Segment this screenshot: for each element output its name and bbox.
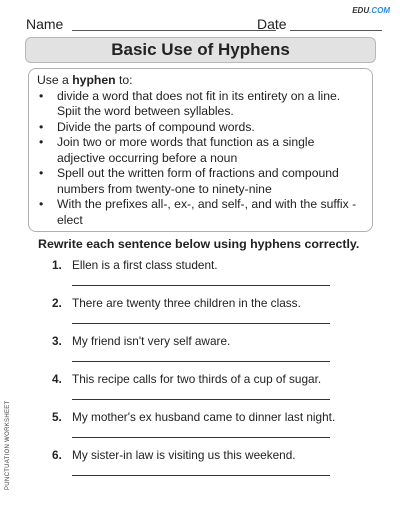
rule-item: • Spell out the written form of fractions and compound numbers from twenty-one to ninety-nine (39, 166, 339, 196)
intro-prefix: Use a (37, 73, 73, 87)
rules-box (28, 68, 373, 232)
rules-intro (37, 73, 364, 89)
question-text: My mother's ex husband came to dinner last night. (72, 410, 336, 424)
question-text: There are twenty three children in the class. (72, 296, 301, 310)
answer-line[interactable] (72, 475, 330, 476)
page-title: Basic Use of Hyphens (111, 40, 290, 59)
brand-logo (352, 6, 390, 15)
date-label: Date (257, 16, 287, 32)
question-text: Ellen is a first class student. (72, 258, 218, 272)
bullet-icon: • (39, 197, 44, 211)
question-text: My sister-in law is visiting us this weekend. (72, 448, 296, 462)
answer-line[interactable] (72, 361, 330, 362)
brand-main: EDU (352, 6, 370, 15)
rule-item: • Join two or more words that function as a single adjective occurring before a noun (39, 135, 315, 165)
date-write-line[interactable] (290, 30, 382, 31)
instructions: Rewrite each sentence below using hyphens correctly. (38, 237, 360, 251)
question-item (52, 410, 352, 448)
questions-list (52, 258, 352, 486)
rules-list (37, 89, 364, 229)
bullet-icon: • (39, 88, 44, 103)
answer-line[interactable] (72, 399, 330, 400)
answer-line[interactable] (72, 437, 330, 438)
bullet-icon: • (39, 166, 44, 180)
question-text: My friend isn't very self aware. (72, 334, 231, 348)
side-label: PUNCTUATION WORKSHEET (5, 400, 11, 490)
rule-item: • divide a word that does not fit in its entirety on a line. Spiit the word between syllables. (39, 88, 341, 118)
question-item (52, 372, 352, 410)
name-label: Name (26, 16, 64, 32)
answer-line[interactable] (72, 323, 330, 324)
brand-suffix: .COM (369, 6, 390, 15)
question-item (52, 334, 352, 372)
question-item (52, 258, 352, 296)
bullet-icon: • (39, 119, 44, 134)
answer-line[interactable] (72, 285, 330, 286)
question-item (52, 448, 352, 486)
rule-item: • Divide the parts of compound words. (39, 119, 255, 134)
question-number: 4. (52, 372, 62, 386)
question-item (52, 296, 352, 334)
question-text: This recipe calls for two thirds of a cup of sugar. (72, 372, 322, 386)
question-number: 1. (52, 258, 62, 272)
name-date-row (26, 14, 382, 34)
name-write-line[interactable] (72, 30, 276, 31)
question-number: 5. (52, 410, 62, 424)
question-number: 3. (52, 334, 62, 348)
rule-item: • With the prefixes all-, ex-, and self-, and with the suffix -elect (39, 197, 357, 227)
intro-keyword: hyphen (72, 73, 116, 87)
title-bar (25, 37, 376, 63)
intro-suffix: to: (115, 73, 133, 87)
question-number: 2. (52, 296, 62, 310)
question-number: 6. (52, 448, 62, 462)
bullet-icon: • (39, 135, 44, 149)
